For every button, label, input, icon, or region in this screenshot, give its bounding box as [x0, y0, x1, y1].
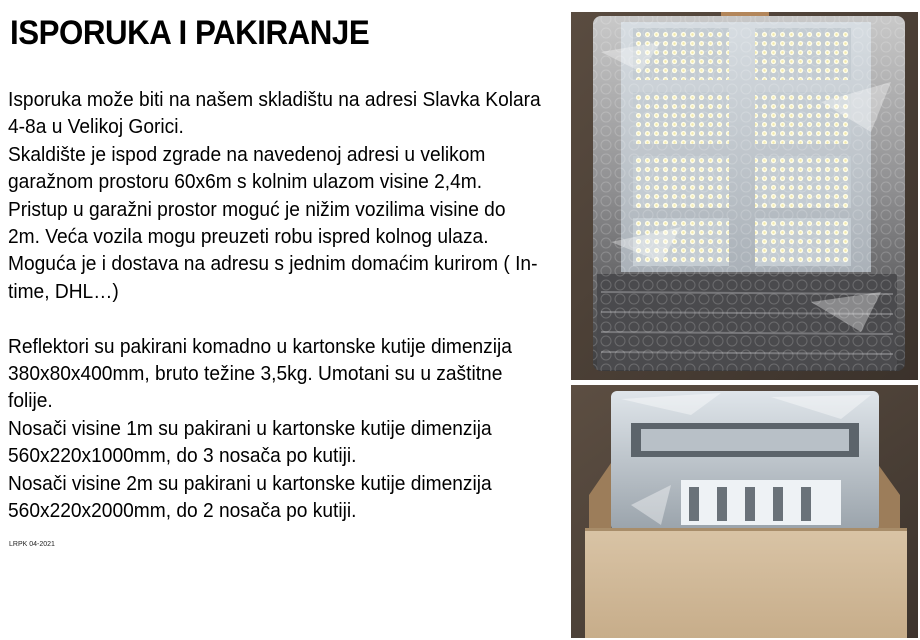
text-line: 560x220x1000mm, do 3 nosača po kutiji.: [8, 444, 357, 468]
text-line: 380x80x400mm, bruto težine 3,5kg. Umotani su u zaštitne: [8, 362, 503, 386]
photo-led-reflector-wrapped: [571, 12, 918, 380]
text-line: Nosači visine 1m su pakirani u kartonske kutije dimenzija: [8, 416, 492, 440]
text-line: Pristup u garažni prostor moguć je nižim vozilima visine do: [8, 197, 506, 221]
text-line: time, DHL…): [8, 279, 119, 303]
paragraph-gap: [8, 305, 528, 332]
text-line: garažnom prostoru 60x6m s kolnim ulazom visine 2,4m.: [8, 170, 483, 194]
text-line: 4-8a u Velikoj Gorici.: [8, 115, 184, 139]
text-line: Isporuka može biti na našem skladištu na adresi Slavka Kolara: [8, 88, 541, 111]
photo-led-reflector-boxed: [571, 385, 918, 638]
text-line: Skaldište je ispod zgrade na navedenoj adresi u velikom: [8, 142, 486, 166]
text-line: Reflektori su pakirani komadno u kartonske kutije dimenzija: [8, 334, 512, 358]
page-title: ISPORUKA I PAKIRANJE: [10, 14, 370, 52]
body-text: [8, 86, 541, 524]
document-code: LRPK 04-2021: [9, 541, 55, 548]
text-line: 2m. Veća vozila mogu preuzeti robu ispred kolnog ulaza.: [8, 225, 489, 249]
text-line: Nosači visine 2m su pakirani u kartonske kutije dimenzija: [8, 471, 492, 495]
text-line: Moguća je i dostava na adresu s jednim domaćim kurirom ( In-: [8, 252, 538, 276]
text-line: folije.: [8, 389, 53, 413]
text-line: 560x220x2000mm, do 2 nosača po kutiji.: [8, 499, 357, 523]
